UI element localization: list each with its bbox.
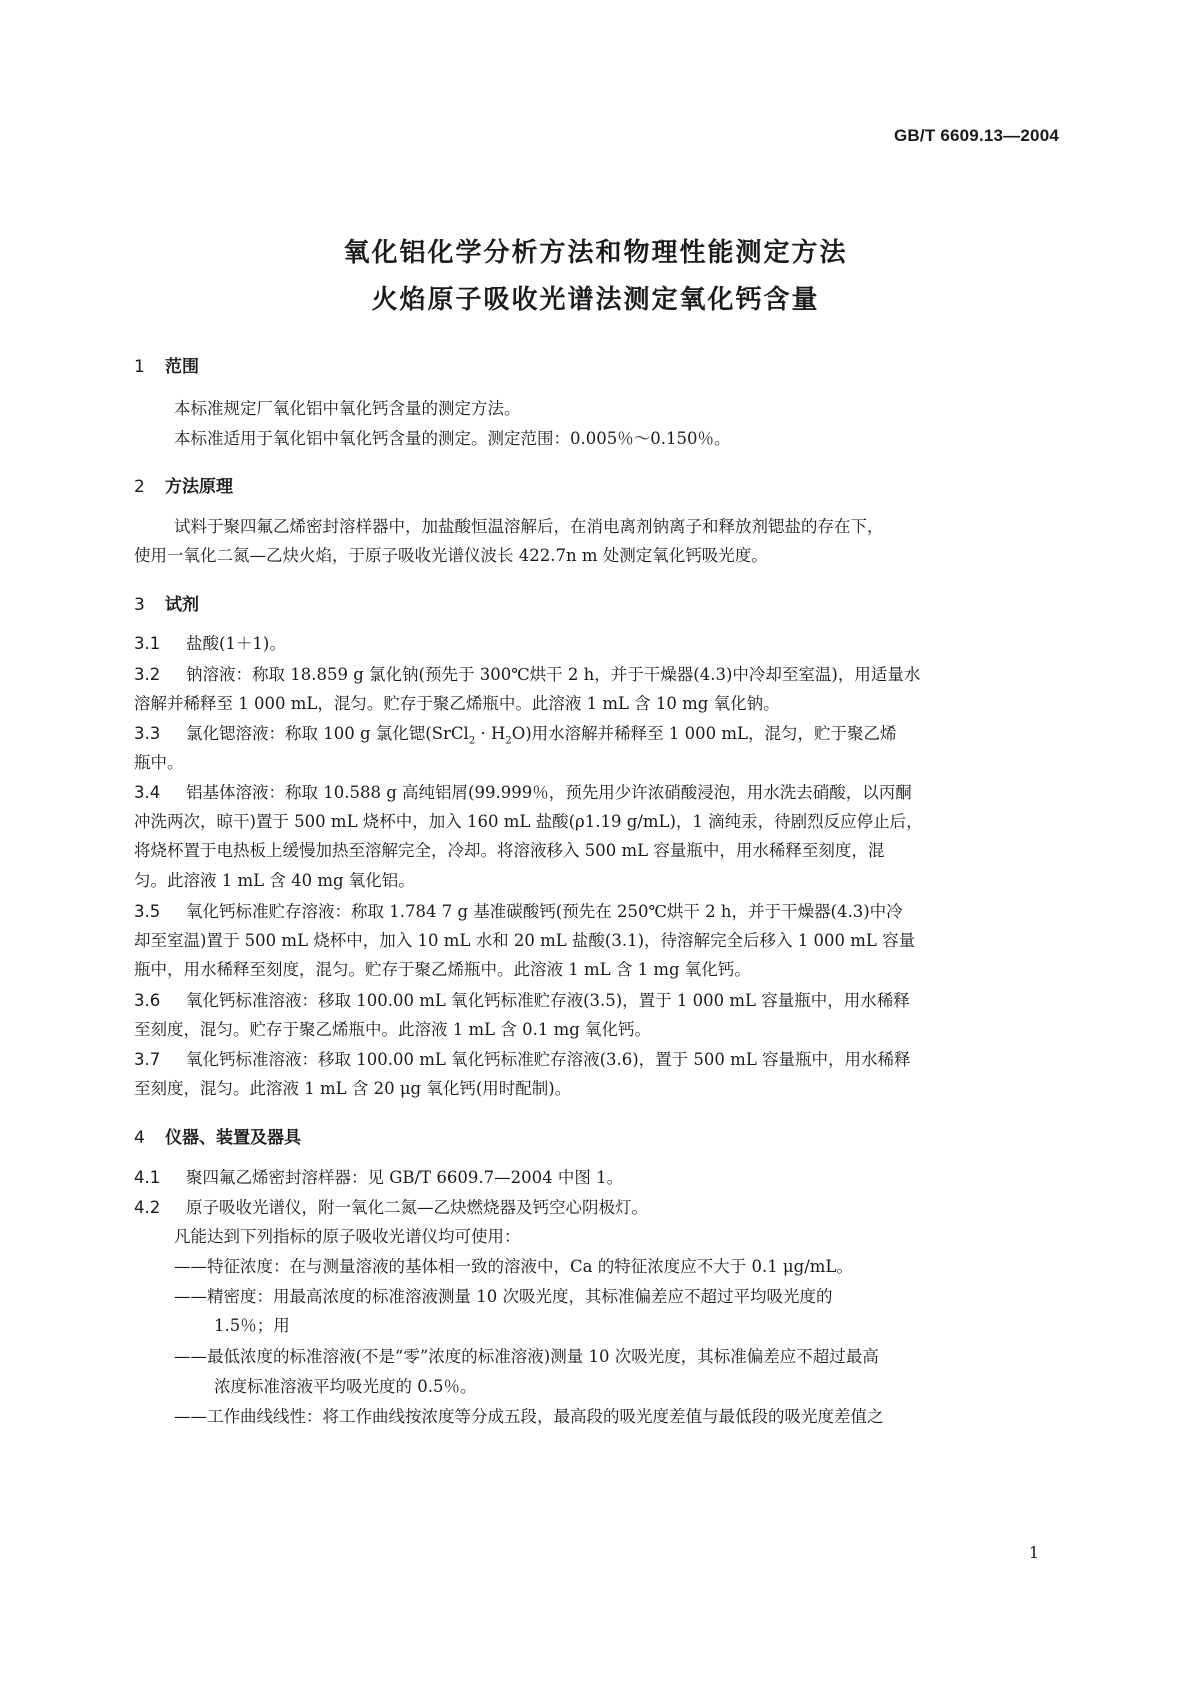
section-heading-apparatus	[134, 1123, 301, 1148]
clause-text-cont: 将烧杯置于电热板上缓慢加热至溶解完全，冷却。将溶液移入 500 mL 容量瓶中，用水稀释至刻度，混	[134, 841, 885, 860]
paragraph-line: 试料于聚四氟乙烯密封溶样器中，加盐酸恒温溶解后，在消电离剂钠离子和释放剂锶盐的存在下，	[174, 517, 884, 536]
section-number: 1	[134, 357, 145, 377]
clause-text-cont: 至刻度，混匀。此溶液 1 mL 含 20 μg 氧化钙(用时配制)。	[134, 1079, 572, 1098]
list-item: ——工作曲线线性：将工作曲线按浓度等分成五段，最高段的吸光度差值与最低段的吸光度差值之	[174, 1407, 884, 1426]
clause-text-cont: 至刻度，混匀。贮存于聚乙烯瓶中。此溶液 1 mL 含 0.1 mg 氧化钙。	[134, 1020, 652, 1039]
clause-number: 3.7	[134, 1050, 161, 1069]
clause-text-cont: 却至室温)置于 500 mL 烧杯中，加入 10 mL 水和 20 mL 盐酸(3.1)，待溶解完全后移入 1 000 mL 容量	[134, 931, 916, 950]
paragraph: 本标准适用于氧化铝中氧化钙含量的测定。测定范围：0.005％～0.150％。	[174, 429, 731, 448]
clause-text: O)用水溶解并稀释至 1 000 mL，混匀，贮于聚乙烯	[511, 724, 897, 743]
section-number: 4	[134, 1128, 145, 1148]
section-number: 2	[134, 477, 145, 497]
clause-text: 氧化钙标准贮存溶液：称取 1.784 7 g 基准碳酸钙(预先在 250℃烘干 2 h，并于干燥器(4.3)中冷	[186, 902, 903, 921]
paragraph: 本标准规定厂氧化铝中氧化钙含量的测定方法。	[174, 399, 521, 418]
section-title: 方法原理	[165, 477, 233, 497]
section-heading-scope	[134, 352, 199, 377]
clause-4-1	[134, 1161, 623, 1194]
clause-number: 3.3	[134, 724, 161, 743]
document-title-line1: 氧化铝化学分析方法和物理性能测定方法	[343, 238, 848, 268]
clause-number: 4.2	[134, 1198, 161, 1217]
list-item: ——精密度：用最高浓度的标准溶液测量 10 次吸光度，其标准偏差应不超过平均吸光度的	[174, 1287, 833, 1306]
clause-text: 钠溶液：称取 18.859 g 氯化钠(预先于 300℃烘干 2 h，并于干燥器(4.3)中冷却至室温)，用适量水	[186, 665, 921, 684]
clause-number: 3.5	[134, 902, 161, 921]
clause-text-cont: 瓶中。	[134, 753, 184, 772]
clause-text: 盐酸(1＋1)。	[186, 634, 286, 653]
list-item: ——特征浓度：在与测量溶液的基体相一致的溶液中，Ca 的特征浓度应不大于 0.1 μg/mL。	[174, 1257, 853, 1276]
clause-number: 4.1	[134, 1168, 161, 1187]
list-item-cont: 浓度标准溶液平均吸光度的 0.5％。	[214, 1377, 477, 1396]
page-number: 1	[1028, 1543, 1039, 1562]
subscript: 2	[468, 735, 476, 747]
clause-number: 3.2	[134, 665, 161, 684]
section-heading-principle	[134, 472, 233, 497]
clause-text: 氯化锶溶液：称取 100 g 氯化锶(SrCl	[186, 724, 469, 743]
clause-3-3	[134, 717, 897, 757]
clause-number: 3.1	[134, 634, 161, 653]
clause-text-cont: 冲洗两次，晾干)置于 500 mL 烧杯中，加入 160 mL 盐酸(ρ1.19 g/mL)，1 滴纯汞，待剧烈反应停止后，	[134, 812, 923, 831]
clause-text: 铝基体溶液：称取 10.588 g 高纯铝屑(99.999％，预先用少许浓硝酸浸泡，用水洗去硝酸，以丙酮	[186, 783, 912, 802]
clause-text-cont: 匀。此溶液 1 mL 含 40 mg 氧化铝。	[134, 871, 415, 890]
section-heading-reagents	[134, 590, 199, 615]
clause-number: 3.6	[134, 991, 161, 1010]
section-title: 仪器、装置及器具	[165, 1128, 301, 1148]
section-title: 试剂	[165, 595, 199, 615]
section-title: 范围	[165, 357, 199, 377]
subscript: 2	[505, 735, 512, 747]
clause-text: 聚四氟乙烯密封溶样器：见 GB/T 6609.7—2004 中图 1。	[186, 1168, 624, 1187]
clause-3-1	[134, 627, 286, 660]
paragraph-line: 使用一氧化二氮—乙炔火焰，于原子吸收光谱仪波长 422.7n m 处测定氧化钙吸光度。	[134, 546, 768, 565]
list-item-cont: 1.5％；用	[214, 1316, 290, 1335]
clause-number: 3.4	[134, 783, 161, 802]
clause-text: 氧化钙标准溶液：移取 100.00 mL 氧化钙标准贮存溶液(3.6)，置于 500 mL 容量瓶中，用水稀释	[186, 1050, 911, 1069]
clause-text: 原子吸收光谱仪，附一氧化二氮—乙炔燃烧器及钙空心阴极灯。	[186, 1198, 648, 1217]
standard-number: GB/T 6609.13—2004	[894, 126, 1059, 145]
clause-text: · H	[475, 724, 506, 743]
clause-text-cont: 溶解并稀释至 1 000 mL，混匀。贮存于聚乙烯瓶中。此溶液 1 mL 含 10 mg 氧化钠。	[134, 694, 780, 713]
paragraph: 凡能达到下列指标的原子吸收光谱仪均可使用：	[174, 1227, 521, 1246]
clause-text: 氧化钙标准溶液：移取 100.00 mL 氧化钙标准贮存液(3.5)，置于 1 000 mL 容量瓶中，用水稀释	[186, 991, 910, 1010]
list-item: ——最低浓度的标准溶液(不是“零”浓度的标准溶液)测量 10 次吸光度，其标准偏差应不超过最高	[174, 1347, 879, 1366]
clause-text-cont: 瓶中，用水稀释至刻度，混匀。贮存于聚乙烯瓶中。此溶液 1 mL 含 1 mg 氧化钙。	[134, 960, 751, 979]
document-title-line2: 火焰原子吸收光谱法测定氧化钙含量	[371, 285, 820, 315]
section-number: 3	[134, 595, 145, 615]
